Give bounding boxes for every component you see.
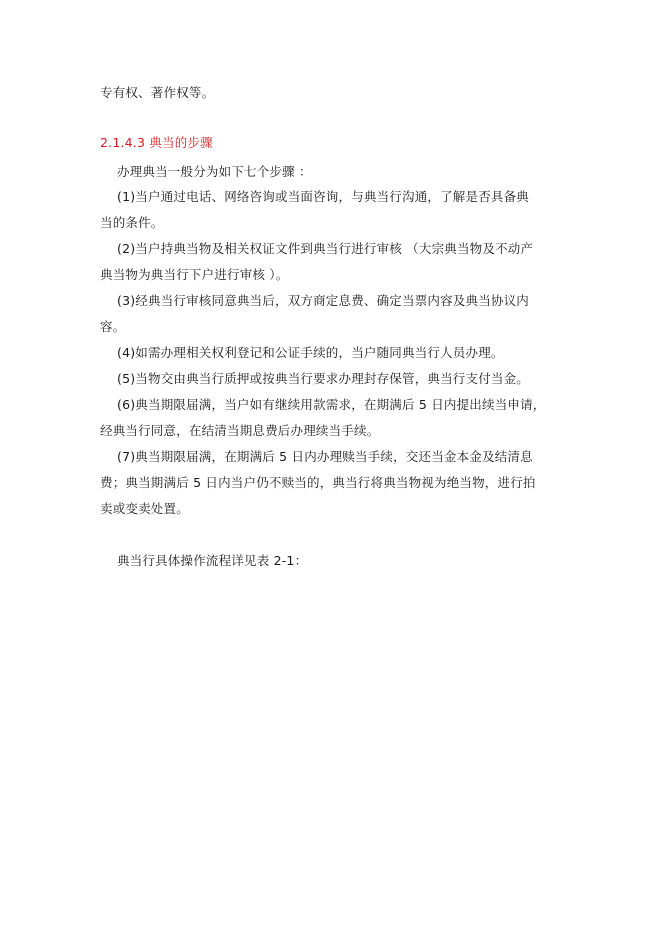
step-6-line-1: (6)典当期限届满，当户如有继续用款需求，在期满后 5 日内提出续当申请，: [117, 397, 546, 412]
steps-lead-text: 办理典当一般分为如下七个步骤 ：: [117, 164, 312, 179]
step-4-line-1: (4)如需办理相关权利登记和公证手续的，当户随同典当行人员办理。: [117, 345, 504, 360]
step-5-line-1: (5)当物交由典当行质押或按典当行要求办理封存保管，典当行支付当金。: [117, 371, 530, 386]
section-heading: 2.1.4.3 典当的步骤: [100, 135, 213, 150]
step-3-line-2: 容。: [100, 319, 126, 334]
step-2-line-2: 典当物为典当行下户进行审核 ）。: [100, 267, 289, 282]
step-6-line-2: 经典当行同意，在结清当期息费后办理续当手续。: [100, 423, 380, 438]
step-3-line-1: (3)经典当行审核同意典当后，双方商定息费、确定当票内容及典当协议内: [117, 293, 530, 308]
step-7-line-1: (7)典当期限届满，在期满后 5 日内办理赎当手续，交还当金本金及结清息: [117, 449, 533, 464]
step-1-line-1: (1)当户通过电话、网络咨询或当面咨询，与典当行沟通，了解是否具备典: [117, 189, 530, 204]
closing-text: 典当行具体操作流程详见表 2-1：: [117, 553, 308, 568]
step-7-line-2: 费；典当期满后 5 日内当户仍不赎当的，典当行将典当物视为绝当物，进行拍: [100, 475, 536, 490]
intro-tail-text: 专有权、著作权等。: [100, 85, 215, 100]
step-7-line-3: 卖或变卖处置。: [100, 501, 189, 516]
step-2-line-1: (2)当户持典当物及相关权证文件到典当行进行审核 （大宗典当物及不动产: [117, 241, 534, 256]
step-1-line-2: 当的条件。: [100, 215, 164, 230]
